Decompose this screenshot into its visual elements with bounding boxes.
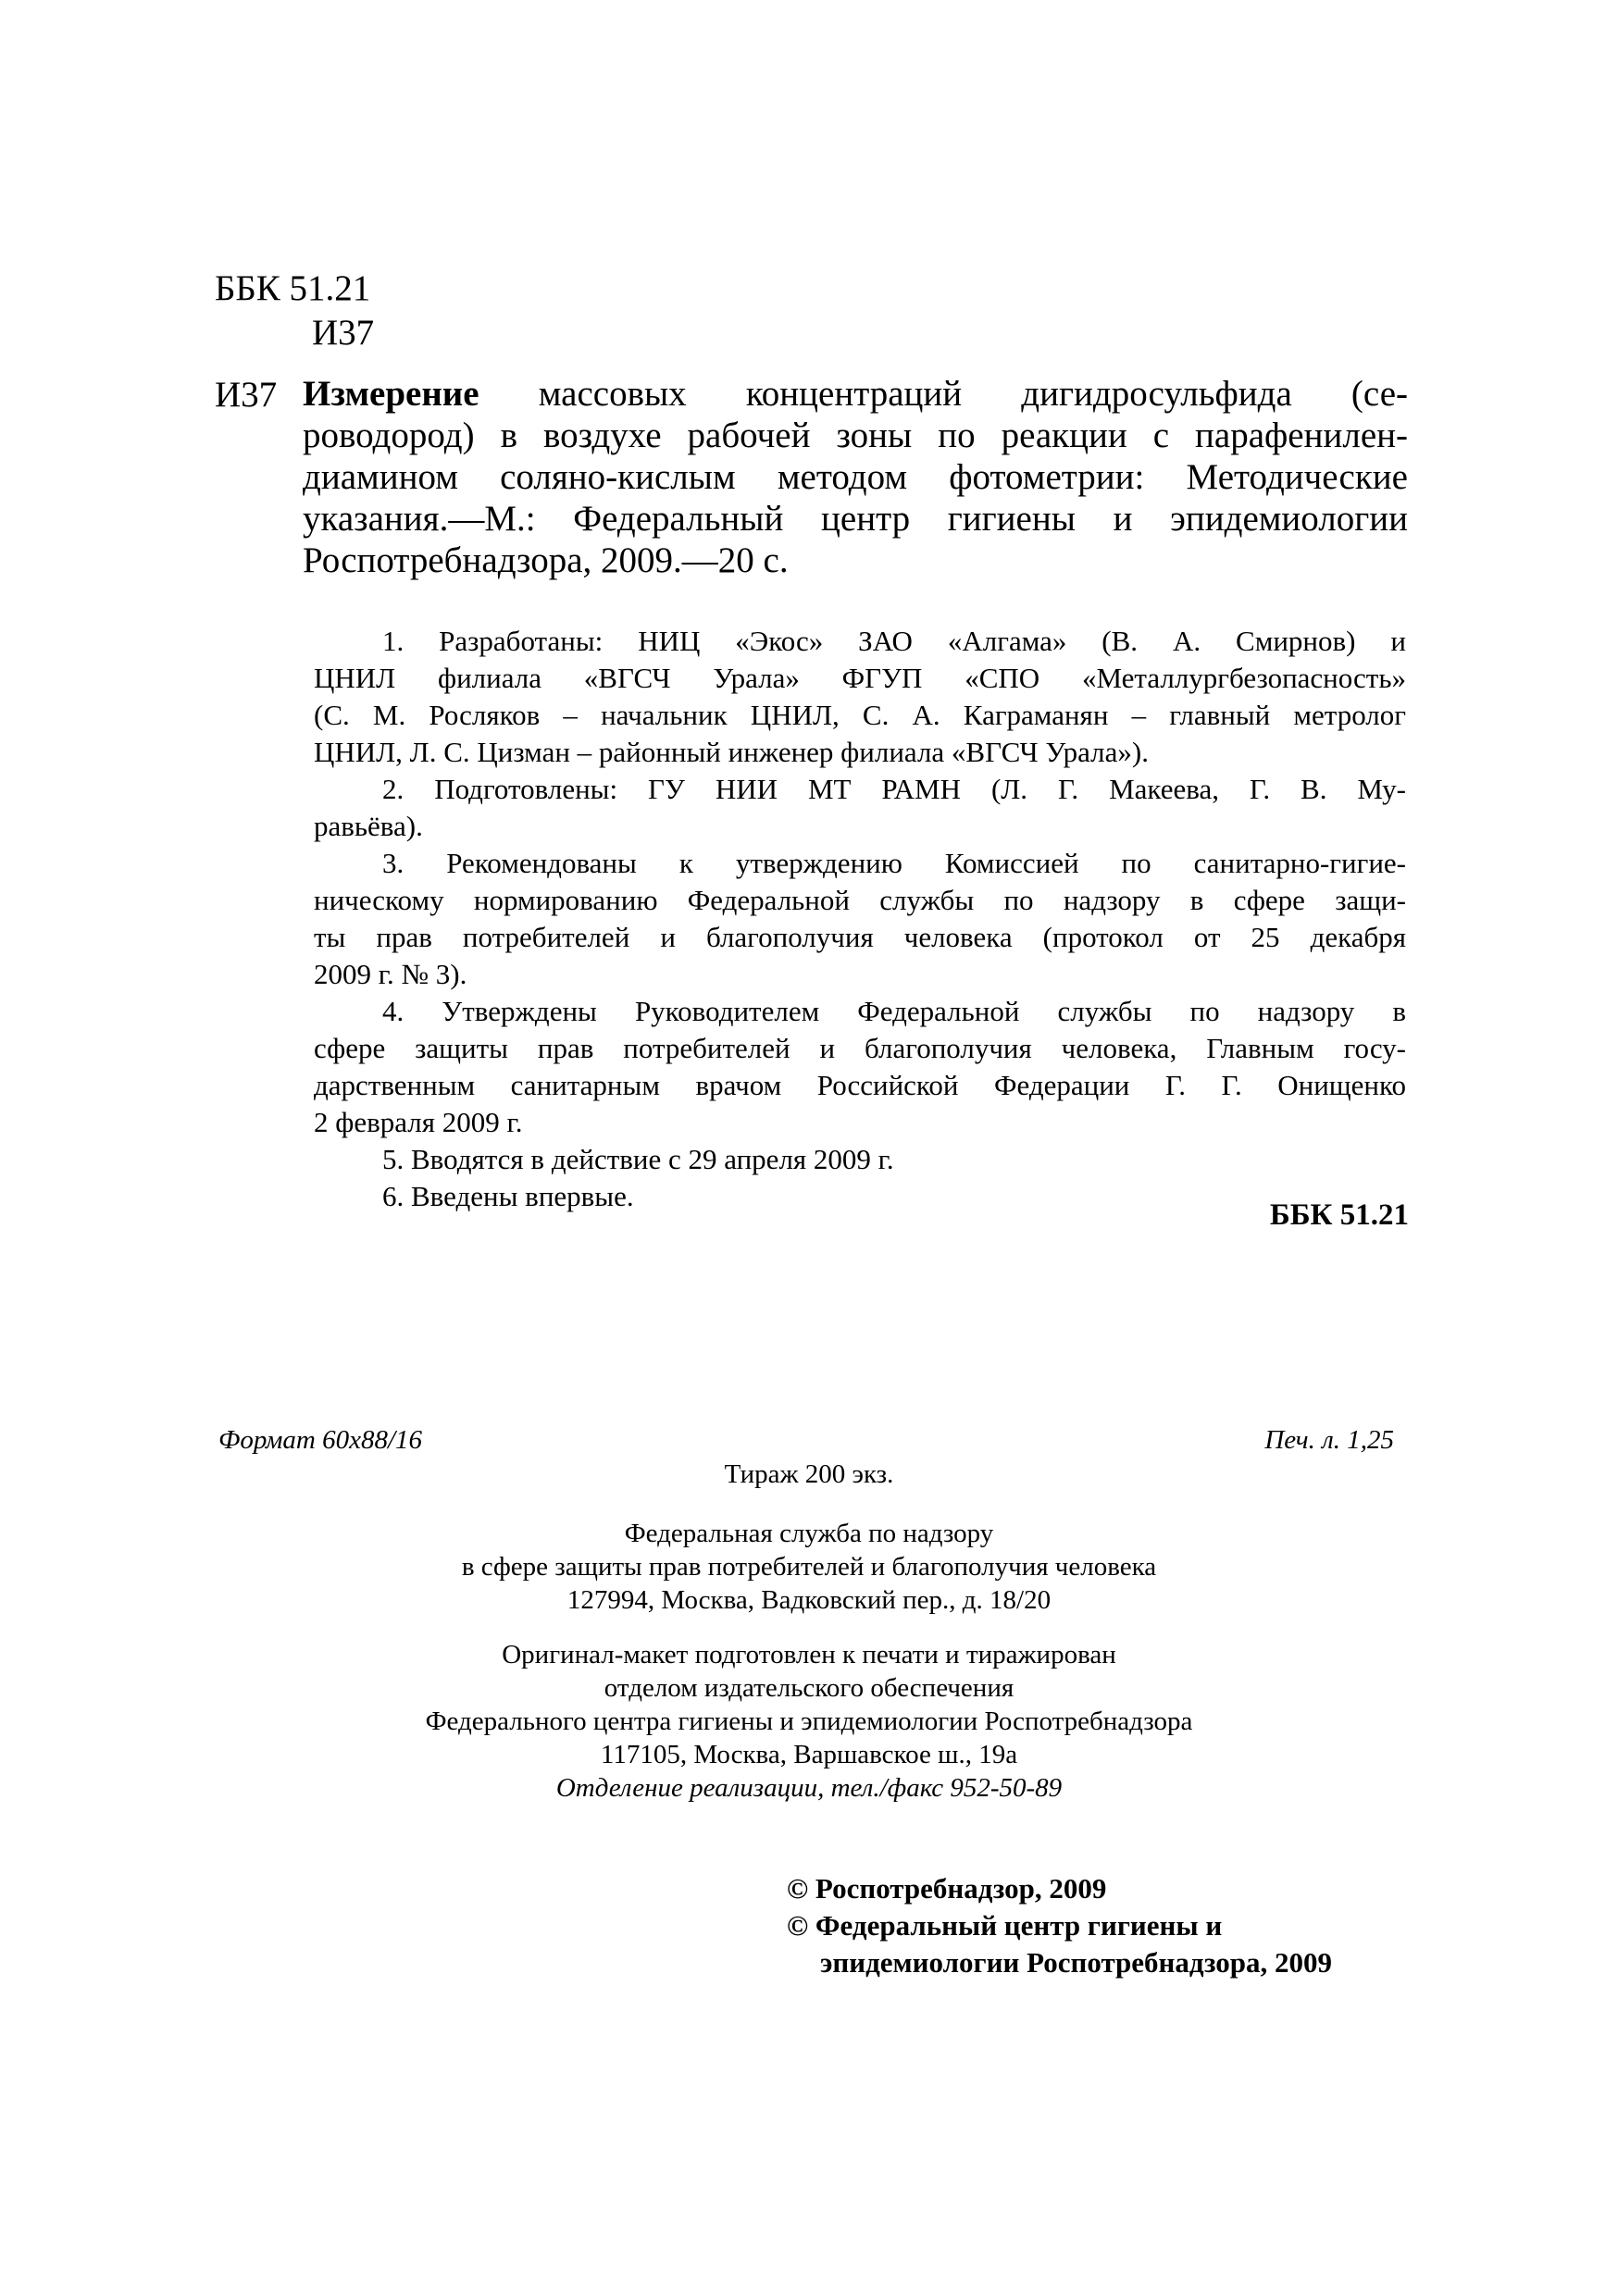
entry-line: Роспотребнадзора, 2009.—20 с. <box>303 540 789 580</box>
author-index: И37 <box>312 313 375 353</box>
entry-line: указания.—М.: Федеральный центр гигиены и эпидемиологии <box>303 499 1408 539</box>
note-4: 4. Утверждены Руководителем Федеральной службы по надзору в сфере защиты прав потребителей и благополучия человека, Главным госу- дарственным санитарным врачом Российской Федерации Г. Г. Онищенко 2 февраля 2009 г. <box>314 995 1406 1138</box>
entry-line: диамином соляно-кислым методом фотометрии: Методические <box>303 457 1408 497</box>
note-1: 1. Разработаны: НИЦ «Экос» ЗАО «Алгама» (В. А. Смирнов) и ЦНИЛ филиала «ВГСЧ Урала» ФГУП «СПО «Металлургбезопасность» (С. М. Росляков – начальник ЦНИЛ, С. А. Каграманян – главный метролог ЦНИЛ, Л. С. Цизман – районный инженер филиала «ВГСЧ Урала»). <box>314 625 1406 768</box>
layout-maker-block: Оригинал-макет подготовлен к печати и тиражирован отделом издательского обеспечения Федерального центра гигиены и эпидемиологии Роспотребнадзора 117105, Москва, Варшавское ш., 19а Отделение реализации, тел./факс 952-50-89 <box>0 1638 1618 1805</box>
bbk-header <box>215 267 374 355</box>
bbk-footer: ББК 51.21 <box>1269 1198 1409 1232</box>
entry-line: роводород) в воздухе рабочей зоны по реакции с парафенилен- <box>303 416 1408 455</box>
entry-line: Измерение массовых концентраций дигидросульфида (се- <box>303 374 1408 414</box>
note-2: 2. Подготовлены: ГУ НИИ МТ РАМН (Л. Г. Макеева, Г. В. Му- равьёва). <box>314 773 1406 842</box>
notes-list <box>314 623 1406 1215</box>
publisher-block: Федеральная служба по надзору в сфере защиты прав потребителей и благополучия человека 127994, Москва, Вадковский пер., д. 18/20 <box>461 1519 1157 1615</box>
copyright-block: © Роспотребнадзор, 2009 © Федеральный центр гигиены и эпидемиологии Роспотребнадзора, 2009 <box>787 1872 1332 1979</box>
print-sheets-info: Печ. л. 1,25 <box>1264 1425 1394 1455</box>
entry-code: И37 <box>215 375 278 415</box>
bbk-code: ББК 51.21 <box>215 268 371 308</box>
entry-title-keyword: Измерение <box>303 374 479 414</box>
note-6: 6. Введены впервые. <box>382 1180 634 1212</box>
bibliographic-entry <box>303 373 1408 581</box>
format-info: Формат 60x88/16 <box>218 1425 423 1455</box>
note-5: 5. Вводятся в действие с 29 апреля 2009 г. <box>382 1143 894 1175</box>
note-3: 3. Рекомендованы к утверждению Комиссией по санитарно-гигие- ническому нормированию Федеральной службы по надзору в сфере защи- ты прав потребителей и благополучия человека (протокол от 25 декабря 2009 г. № 3). <box>314 847 1406 990</box>
print-run: Тираж 200 экз. <box>724 1459 894 1489</box>
sales-contact: Отделение реализации, тел./факс 952-50-89 <box>555 1773 1063 1803</box>
